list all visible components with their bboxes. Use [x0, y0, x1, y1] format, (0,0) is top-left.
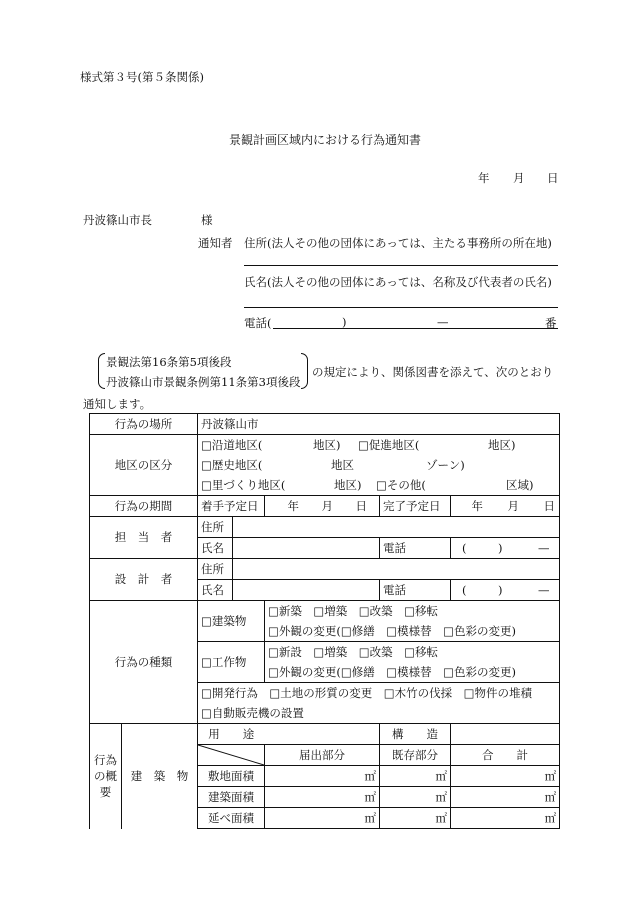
col-filed: 届出部分: [265, 745, 380, 766]
manager-phone-label: 電話: [380, 538, 451, 559]
district-historic-zone: ゾーン): [426, 457, 465, 472]
floor-area-filed[interactable]: ㎡: [265, 808, 380, 829]
type-label: 行為の種類: [90, 601, 198, 724]
provision-text2: 通知します。: [83, 397, 152, 411]
manager-phone-close: ): [498, 540, 503, 555]
designer-address-row: [90, 559, 560, 580]
addressee: 丹波篠山市長: [83, 213, 152, 227]
diagonal-line: [198, 745, 264, 765]
date-month: 月: [513, 171, 525, 185]
designer-phone-open: (: [462, 582, 467, 597]
provision-line2: 丹波篠山市景観条例第11条第3項後段: [106, 375, 301, 389]
page-title: 景観計画区域内における行為通知書: [229, 133, 422, 147]
district-row-1: [90, 435, 560, 456]
floor-area-label: 延べ面積: [198, 808, 265, 829]
designer-label: 設 計 者: [90, 559, 198, 601]
building-section-label: 建 築 物: [122, 724, 198, 829]
manager-address-row: [90, 517, 560, 538]
site-area-existing[interactable]: ㎡: [380, 766, 451, 787]
start-year: 年: [287, 498, 299, 513]
start-date-field[interactable]: [265, 496, 380, 517]
district-roadside[interactable]: □沿道地区(: [201, 437, 263, 452]
end-month: 月: [507, 498, 519, 513]
floor-area-existing[interactable]: ㎡: [380, 808, 451, 829]
building-area-label: 建築面積: [198, 787, 265, 808]
manager-name-input[interactable]: [233, 538, 380, 559]
manager-label: 担 当 者: [90, 517, 198, 559]
building-options-2[interactable]: □外観の変更(□修繕 □模様替 □色彩の変更): [265, 621, 560, 642]
type-building-row-1: [90, 601, 560, 622]
notifier-name-label: 氏名(法人その他の団体にあっては、名称及び代表者の氏名): [244, 275, 552, 289]
district-promotion[interactable]: □促進地区(: [358, 437, 420, 452]
end-date-field[interactable]: [451, 496, 560, 517]
district-historic-suffix: 地区: [331, 457, 354, 472]
structure-options-2[interactable]: □外観の変更(□修繕 □模様替 □色彩の変更): [265, 662, 560, 683]
notification-form-table: [89, 413, 560, 829]
building-area-filed[interactable]: ㎡: [265, 787, 380, 808]
manager-address-label: 住所: [198, 517, 233, 538]
district-satozukuri-suffix: 地区): [334, 477, 362, 492]
provision-line1: 景観法第16条第5項後段: [106, 355, 232, 369]
col-existing: 既存部分: [380, 745, 451, 766]
use-input[interactable]: [265, 724, 380, 745]
notifier-phone-close: ): [342, 315, 347, 329]
district-line-1[interactable]: [198, 435, 560, 456]
manager-phone-open: (: [462, 540, 467, 555]
building-area-total[interactable]: ㎡: [451, 787, 560, 808]
start-day: 日: [355, 498, 367, 513]
notifier-phone-label: 電話(: [244, 316, 272, 330]
period-row: [90, 496, 560, 517]
provision-text1: の規定により、関係図書を添えて、次のとおり: [312, 365, 554, 379]
end-label: 完了予定日: [380, 496, 451, 517]
end-year: 年: [471, 498, 483, 513]
designer-phone-label: 電話: [380, 580, 451, 601]
site-area-total[interactable]: ㎡: [451, 766, 560, 787]
manager-phone-dash: —: [538, 540, 550, 555]
district-satozukuri[interactable]: □里づくり地区(: [201, 477, 286, 492]
notifier-phone-dash: —: [437, 315, 449, 329]
notifier-phone-ban: 番: [545, 316, 557, 330]
start-month: 月: [321, 498, 333, 513]
phone-underline: [273, 328, 558, 329]
manager-name-label: 氏名: [198, 538, 233, 559]
building-options-1[interactable]: □新築 □増築 □改築 □移転: [265, 601, 560, 622]
start-label: 着手予定日: [198, 496, 265, 517]
district-other-suffix: 区域): [506, 477, 534, 492]
address-underline: [244, 265, 558, 266]
designer-phone-input[interactable]: [451, 580, 560, 601]
overview-use-row: [90, 724, 560, 745]
honorific: 様: [201, 213, 213, 227]
site-area-label: 敷地面積: [198, 766, 265, 787]
period-label: 行為の期間: [90, 496, 198, 517]
date-day: 日: [547, 171, 559, 185]
structure-options-1[interactable]: □新設 □増築 □改築 □移転: [265, 642, 560, 663]
district-line-2[interactable]: [198, 455, 560, 475]
notifier-label: 通知者: [198, 236, 233, 250]
manager-address-input[interactable]: [233, 517, 560, 538]
col-total: 合 計: [451, 745, 560, 766]
designer-name-label: 氏名: [198, 580, 233, 601]
designer-phone-dash: —: [538, 582, 550, 597]
site-area-filed[interactable]: ㎡: [265, 766, 380, 787]
district-historic[interactable]: □歴史地区(: [201, 457, 263, 472]
designer-address-input[interactable]: [233, 559, 560, 580]
location-value[interactable]: 丹波篠山市: [198, 414, 560, 435]
structure-col-label: 構 造: [380, 724, 451, 745]
building-area-existing[interactable]: ㎡: [380, 787, 451, 808]
district-other[interactable]: □その他(: [376, 477, 426, 492]
other-options-2[interactable]: □自動販売機の設置: [198, 703, 560, 724]
type-building[interactable]: □建築物: [198, 601, 265, 642]
floor-area-total[interactable]: ㎡: [451, 808, 560, 829]
district-roadside-suffix: 地区): [313, 437, 341, 452]
district-promotion-suffix: 地区): [488, 437, 516, 452]
location-label: 行為の場所: [90, 414, 198, 435]
right-brace: [301, 353, 308, 389]
name-underline: [244, 307, 558, 308]
type-structure[interactable]: □工作物: [198, 642, 265, 683]
manager-phone-input[interactable]: [451, 538, 560, 559]
end-day: 日: [543, 498, 555, 513]
designer-phone-close: ): [498, 582, 503, 597]
left-brace: [98, 353, 105, 389]
notifier-address-label: 住所(法人その他の団体にあっては、主たる事務所の所在地): [244, 236, 552, 250]
location-row: [90, 414, 560, 435]
designer-address-label: 住所: [198, 559, 233, 580]
form-number: 様式第３号(第５条関係): [80, 70, 204, 84]
diagonal-cell: [198, 745, 265, 766]
other-options-1[interactable]: □開発行為 □土地の形質の変更 □木竹の伐採 □物件の堆積: [198, 683, 560, 704]
district-label: 地区の区分: [90, 435, 198, 496]
overview-label: 行為の概要: [90, 724, 122, 829]
designer-name-input[interactable]: [233, 580, 380, 601]
use-label: 用 途: [198, 724, 265, 745]
district-line-3[interactable]: [198, 475, 560, 496]
structure-input[interactable]: [451, 724, 560, 745]
date-year: 年: [478, 171, 490, 185]
